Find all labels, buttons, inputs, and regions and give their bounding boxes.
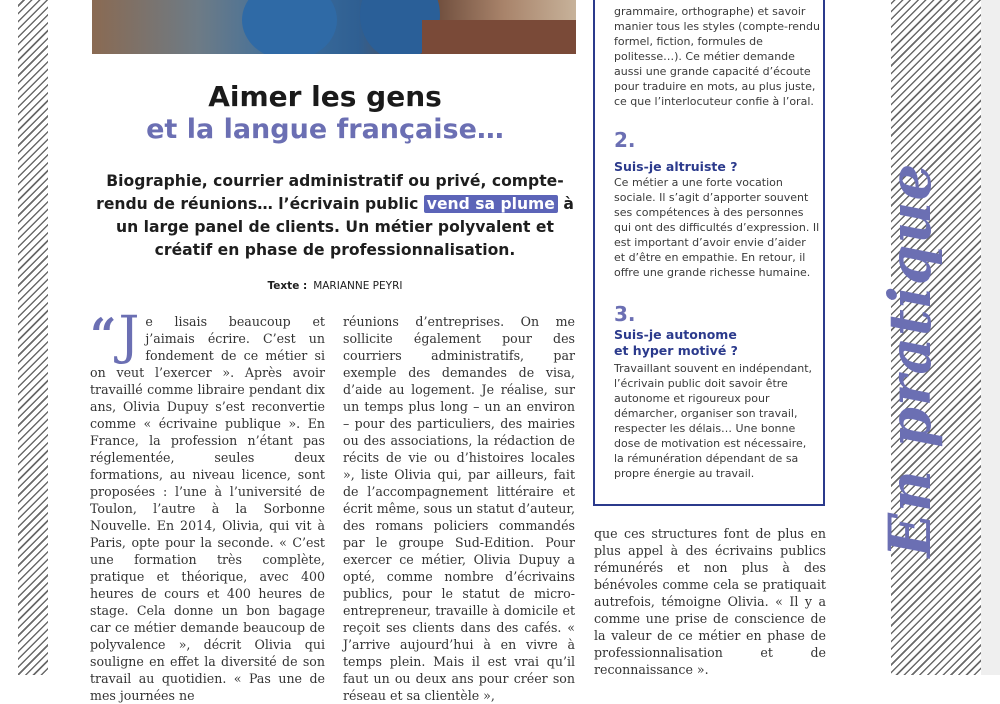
byline (92, 280, 578, 292)
article-photo (92, 0, 576, 54)
dropcap: J (118, 306, 140, 366)
lede-text-end: à un large panel de clients. Un métier polyvalent et créatif en phase de professionnalisation. (116, 195, 574, 259)
sidebar-answer-2: Ce métier a une forte vocation sociale. Il s’agit d’apporter souvent ses compétences à des personnes qui ont des difficultés d’expression. Il est important d’avoir envie d’aider et d’être en empathie. En retour, il offre une grande richesse humaine. (614, 176, 820, 279)
column-1-text: e lisais beaucoup et j’aimais écrire. C’est un fondement de ce métier si on veut l’exercer ». Après avoir travaillé comme libraire pendant dix ans, Olivia Dupuy s’est reconvertie comme « écrivaine publique ». En France, la profession n’étant pas réglementée, seules deux formations, au niveau licence, sont proposées : l’une à l’université de Toulon, l’autre à la Sorbonne Nouvelle. En 2014, Olivia, qui vit à Paris, opte pour la seconde. « C’est une formation très complète, pratique et théorique, avec 400 heures de cours et 400 heures de stage. Cela donne un bon bagage car ce métier demande beaucoup de polyvalence », décrit Olivia qui souligne en effet la diversité de son travail au quotidien. « Pas une de mes journées ne (90, 314, 325, 703)
hatch-border-left (18, 0, 48, 675)
quote-mark-icon: “ (90, 308, 117, 362)
byline-label: Texte : (267, 280, 308, 292)
article-column-1 (90, 306, 325, 704)
photo-table (422, 20, 576, 54)
sidebar-question-3: Suis-je autonome et hyper motivé ? (614, 327, 738, 358)
sidebar-intro-text: grammaire, orthographe) et savoir manier tous les styles (compte-rendu formel, fiction, formules de politesse…). Ce métier demande aussi une grande capacité d’écoute pour traduire en mots, au plus juste, ce que l’interlocuteur confie à l’oral. (614, 5, 820, 108)
lede-text: Biographie, courrier administratif ou privé, compte-rendu de réunions… l’écrivain public (96, 172, 564, 213)
article-column-2: réunions d’entreprises. On me sollicite également pour des courriers administratifs, par exemple des demandes de visa, d’aide au logement. Je réalise, sur un temps plus long – un an environ – pour des particuliers, des mairies ou des associations, la rédaction de récits de vie ou d’histoires locales », liste Olivia qui, par ailleurs, fait de l’accompagnement littéraire et écrit même, sous un statut d’auteur, des romans policiers commandés par le groupe Sud-Edition. Pour exercer ce métier, Olivia Dupuy a opté, comme nombre d’écrivains publics, pour le statut de micro-entrepreneur, travaille à domicile et reçoit ses clients dans des cafés. « J’arrive aujourd’hui à en vivre à temps plein. Mais il est vrai qu’il faut un ou deux ans pour créer son réseau et sa clientèle », (343, 314, 575, 703)
sidebar-question-2: Suis-je altruiste ? (614, 159, 738, 174)
photo-vase (242, 0, 337, 54)
vertical-title-text: En pratique (876, 162, 944, 558)
sidebar-number-3: 3. (614, 302, 636, 326)
headline-line2: et la langue française… (146, 114, 504, 145)
lede-paragraph (92, 170, 578, 262)
page-edge (981, 0, 1000, 675)
headline-line1: Aimer les gens (208, 80, 442, 113)
sidebar-answer-3: Travaillant souvent en indépendant, l’écrivain public doit savoir être autonome et rigoureux pour démarcher, organiser son travail, respecter les délais… Une bonne dose de motivation est nécessaire, la rémunération dépendant de sa propre énergie au travail. (614, 362, 813, 480)
sidebar-number-2: 2. (614, 128, 636, 152)
vertical-title (876, 162, 944, 558)
lede-highlight: vend sa plume (424, 195, 558, 213)
article-column-3: que ces structures font de plus en plus appel à des écrivains publics rémunérés et non plus à des bénévoles comme cela se pratiquait autrefois, témoigne Olivia. « Il y a comme une prise de conscience de la valeur de ce métier en phase de professionnalisation et de reconnaissance ». (594, 526, 826, 677)
byline-author: MARIANNE PEYRI (313, 280, 403, 292)
